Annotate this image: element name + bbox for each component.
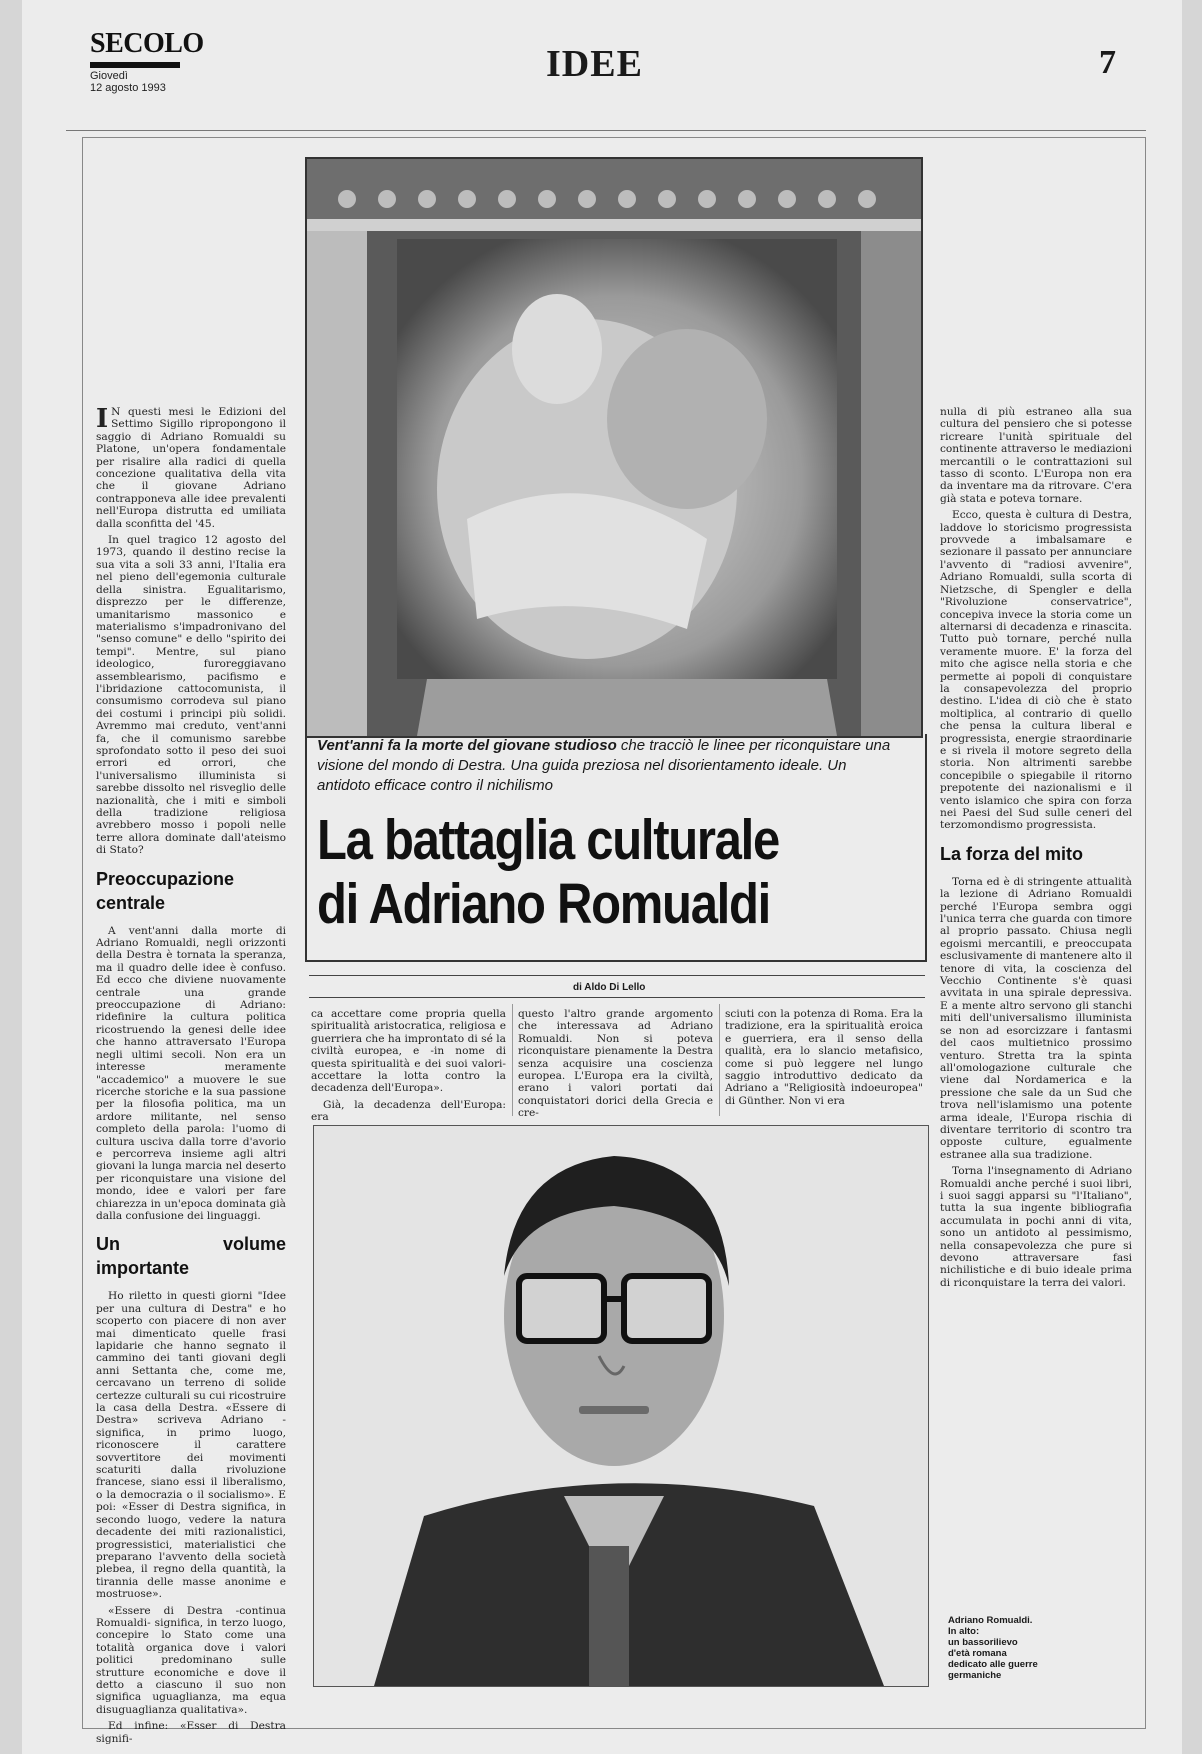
page-number: 7 <box>1099 44 1116 81</box>
column-rule <box>719 1004 720 1116</box>
logo-bar <box>90 62 180 68</box>
caption-line: Adriano Romualdi. <box>948 1615 1033 1626</box>
paragraph-text: N questi mesi le Edizioni del Settimo Sigillo ripropongono il saggio di Adriano Romualdi su Platone, un'opera fondamentale per risalire alla radici di quella concezione qualitativa della vita che il giovane Adriano contrapponeva alle idee prevalenti nell'Europa distrutta ed umiliata dalla sconfitta del '45. <box>96 406 286 530</box>
paragraph: questo l'altro grande argomento che interessava ad Adriano Romualdi. Non si poteva riconquistare pienamente la Destra senza acquisire una coscienza europea. L'Europa era la civiltà, erano i valori portati dai conquistatori dorici della Grecia e cre- <box>518 1008 713 1120</box>
dateline <box>90 70 166 94</box>
byline-rule-bottom <box>309 997 925 998</box>
photo-caption <box>948 1615 1068 1681</box>
paragraph: nulla di più estraneo alla sua cultura del pensiero che si potesse ricreare l'unità spirituale del continente attraverso le mediazioni mercantili o le contrattazioni sul tasso di sconto. L'Europa non era da inventare ma da ritrovare. C'era già stata e poteva tornare. <box>940 406 1132 505</box>
caption-line: In alto: <box>948 1626 980 1637</box>
headline-line-1: La battaglia culturale <box>317 808 779 872</box>
portrait-image <box>314 1126 928 1686</box>
dek-bold: Vent'anni fa la morte del giovane studioso <box>317 737 617 754</box>
headline-line-2: di Adriano Romualdi <box>317 872 770 936</box>
newspaper-logo: SECOLO <box>90 28 204 59</box>
newspaper-page <box>22 0 1182 1754</box>
paragraph: ca accettare come propria quella spiritualità aristocratica, religiosa e guerriera che ha improntato di sé la civiltà europea, e -in nome di questa spiritualità e dei suoi valori- accettare la lotta contro la decadenza dell'Europa». <box>311 1008 506 1095</box>
subheading-forza-mito: La forza del mito <box>940 843 1084 864</box>
subheading-preoccupazione: Preoccupazione centrale <box>96 868 235 913</box>
article-column-5 <box>940 406 1132 1293</box>
dateline-date: 12 agosto 1993 <box>90 82 166 94</box>
paragraph <box>96 406 286 530</box>
article-column-4 <box>725 1008 923 1111</box>
paragraph: A vent'anni dalla morte di Adriano Romualdi, negli orizzonti della Destra è tornata la speranza, ma il quadro delle idee è confuso. Ed ecco che diviene nuovamente centrale una grande preoccupazione di Adriano: ridefinire la cultura politica ricostruendo la genesi delle idee che hanno attraversato l'Europa negli ultimi secoli. Non era un interesse meramente "accademico" a muovere le sue ricerche storiche e la sua passione per la filosofia politica, ma un ardore militante, nel senso completo della parola: l'uomo di cultura usciva dalla torre d'avorio e percorreva insieme agli altri giovani la lunga marcia nel deserto per riconquistare una visione del mondo, idee e valori per fare chiarezza in un'epoca dominata già dalla confusione dei linguaggi. <box>96 924 286 1222</box>
paragraph: sciuti con la potenza di Roma. Era la tradizione, era la spiritualità eroica e guerriera, era il senso della qualità, era lo slancio metafisico, come si può leggere nel lungo saggio introduttivo dedicato da Adriano a "Religiosità indoeuropea" di Günther. Non vi era <box>725 1008 923 1107</box>
caption-line: d'età romana <box>948 1648 1007 1659</box>
byline-rule-top <box>309 975 925 976</box>
article-column-2 <box>311 1008 506 1128</box>
column-rule <box>512 1004 513 1116</box>
headline-box <box>305 734 927 962</box>
paragraph: «Essere di Destra -continua Romualdi- significa, in terzo luogo, concepire lo Stato come una totalità organica dove i valori politici predominano sulle strutture economiche e dove il detto a ciascuno il suo non significa uguaglianza, ma equa disuguaglianza qualitativa». <box>96 1604 286 1716</box>
headline <box>317 808 833 936</box>
portrait-photo <box>313 1125 929 1687</box>
bas-relief-photo <box>305 157 923 738</box>
paragraph: Già, la decadenza dell'Europa: era <box>311 1098 506 1124</box>
dek-rest: che tracciò le linee per riconquistare una visione del mondo di Destra. Una guida preziosa nel disorientamento ideale. Un antidoto efficace contro il nichilismo <box>317 737 891 794</box>
byline: di Aldo Di Lello <box>573 982 646 993</box>
paragraph: Ed infine: «Esser di Destra signifi- <box>96 1720 286 1745</box>
masthead <box>66 22 1156 114</box>
drop-cap: I <box>96 404 109 434</box>
caption-line: un bassorilievo <box>948 1637 1018 1648</box>
subheading-volume: Un volume importante <box>96 1234 286 1279</box>
section-title: IDEE <box>546 43 643 85</box>
paragraph: Torna ed è di stringente attualità la lezione di Adriano Romualdi perché l'Europa sembra oggi l'unica terra che guarda con timore al proprio passato. Chiusa negli egoismi mercantili, e preoccupata esclusivamente di mantenere alto il tenore di vita, la coscienza del Vecchio Continente s'è quasi avvitata in una spirale depressiva. E a mente altro servono gli stanchi miti dell'universalismo illuminista se non ad esorcizzare i fantasmi del caos multietnico prossimo venturo. Stretta tra la spinta all'omologazione culturale che viene dal Nordamerica e la pressione che sale da un Sud che trova nell'islamismo una potente arma ideale, l'Europa rischia di diventare territorio di scontro tra opposte culture, egualmente estranee alla sua tradizione. <box>940 875 1132 1161</box>
paragraph: Torna l'insegnamento di Adriano Romualdi anche perché i suoi libri, i suoi saggi apparsi su "l'Italiano", tutta la sua ingente bibliografia accumulata in pochi anni di vita, sono un antidoto al pessimismo, nella consapevolezza che pure si devono attraversare fasi nichilistiche e di buio ideale prima di riconquistare la terra dei valori. <box>940 1165 1132 1289</box>
bas-relief-image <box>307 159 921 736</box>
caption-line: germaniche <box>948 1670 1002 1681</box>
dek <box>317 736 897 796</box>
top-rule <box>66 130 1146 131</box>
dateline-day: Giovedì <box>90 70 128 82</box>
article-column-3 <box>518 1008 713 1124</box>
paragraph: Ecco, questa è cultura di Destra, laddove lo storicismo progressista provvede a imbalsamare e sezionare il passato per annunciare l'avvento di "radiosi avvenire", Adriano Romualdi, sulla scorta di Nietzsche, di Spengler e della "Rivoluzione conservatrice", concepiva invece la storia come un alternarsi di decadenza e rinascita. Tutto può tornare, perché nulla veramente muore. E' la forza del mito che agisce nella storia e che permette ai popoli di conquistare la consapevolezza del proprio destino. L'idea di ciò che è stato moltiplica, al contrario di quello che pensa la cultura liberal e progressista, energie straordinarie e si rivela il motore segreto della storia. Non altrimenti sarebbe concepibile o spiegabile il ritorno prepotente dei nazionalismi e il vento islamico che spira con forza nei Paesi del Sud sulle ceneri del terzomondismo progressista. <box>940 509 1132 832</box>
caption-line: dedicato alle guerre <box>948 1659 1038 1670</box>
paragraph: Ho riletto in questi giorni "Idee per una cultura di Destra" e ho scoperto con piacere di non aver mai dimenticato quelle frasi lapidarie che hanno segnato il cammino dei tanti giovani degli anni Settanta che, come me, cercavano un terreno di solide certezze culturali su cui ricostruire la casa della Destra. «Essere di Destra» scriveva Adriano - significa, in primo luogo, riconoscere il carattere sovvertitore dei movimenti scaturiti dalla rivoluzione francese, siano essi il liberalismo, o la democrazia o il socialismo». E poi: «Esser di Destra significa, in secondo luogo, vedere la natura decadente dei miti razionalistici, progressistici, materialistici che preparano l'avvento della società plebea, il regno della quantità, la tirannia delle masse anonime e mostruose». <box>96 1290 286 1601</box>
paragraph: In quel tragico 12 agosto del 1973, quando il destino recise la sua vita a soli 33 anni, l'Italia era nel pieno dell'egemonia culturale della sinistra. Egualitarismo, disprezzo per le differenze, umanitarismo massonico e materialismo s'impadronivano del "senso comune" e dello "spirito dei tempi". Mentre, sul piano ideologico, furoreggiavano assemblearismo, pacifismo e l'ibridazione cattocomunista, il consumismo corrodeva sul piano dei costumi i principi più solidi. Avremmo mai creduto, vent'anni fa, che il comunismo sarebbe sprofondato sotto il peso dei suoi errori ed orrori, che l'universalismo illuminista si sarebbe dissolto nel risveglio delle nazionalità, che i miti e simboli della tradizione religiosa avrebbero mosso i popoli nelle terre allora dominate dall'ateismo di Stato? <box>96 534 286 857</box>
article-column-1 <box>96 406 286 1749</box>
